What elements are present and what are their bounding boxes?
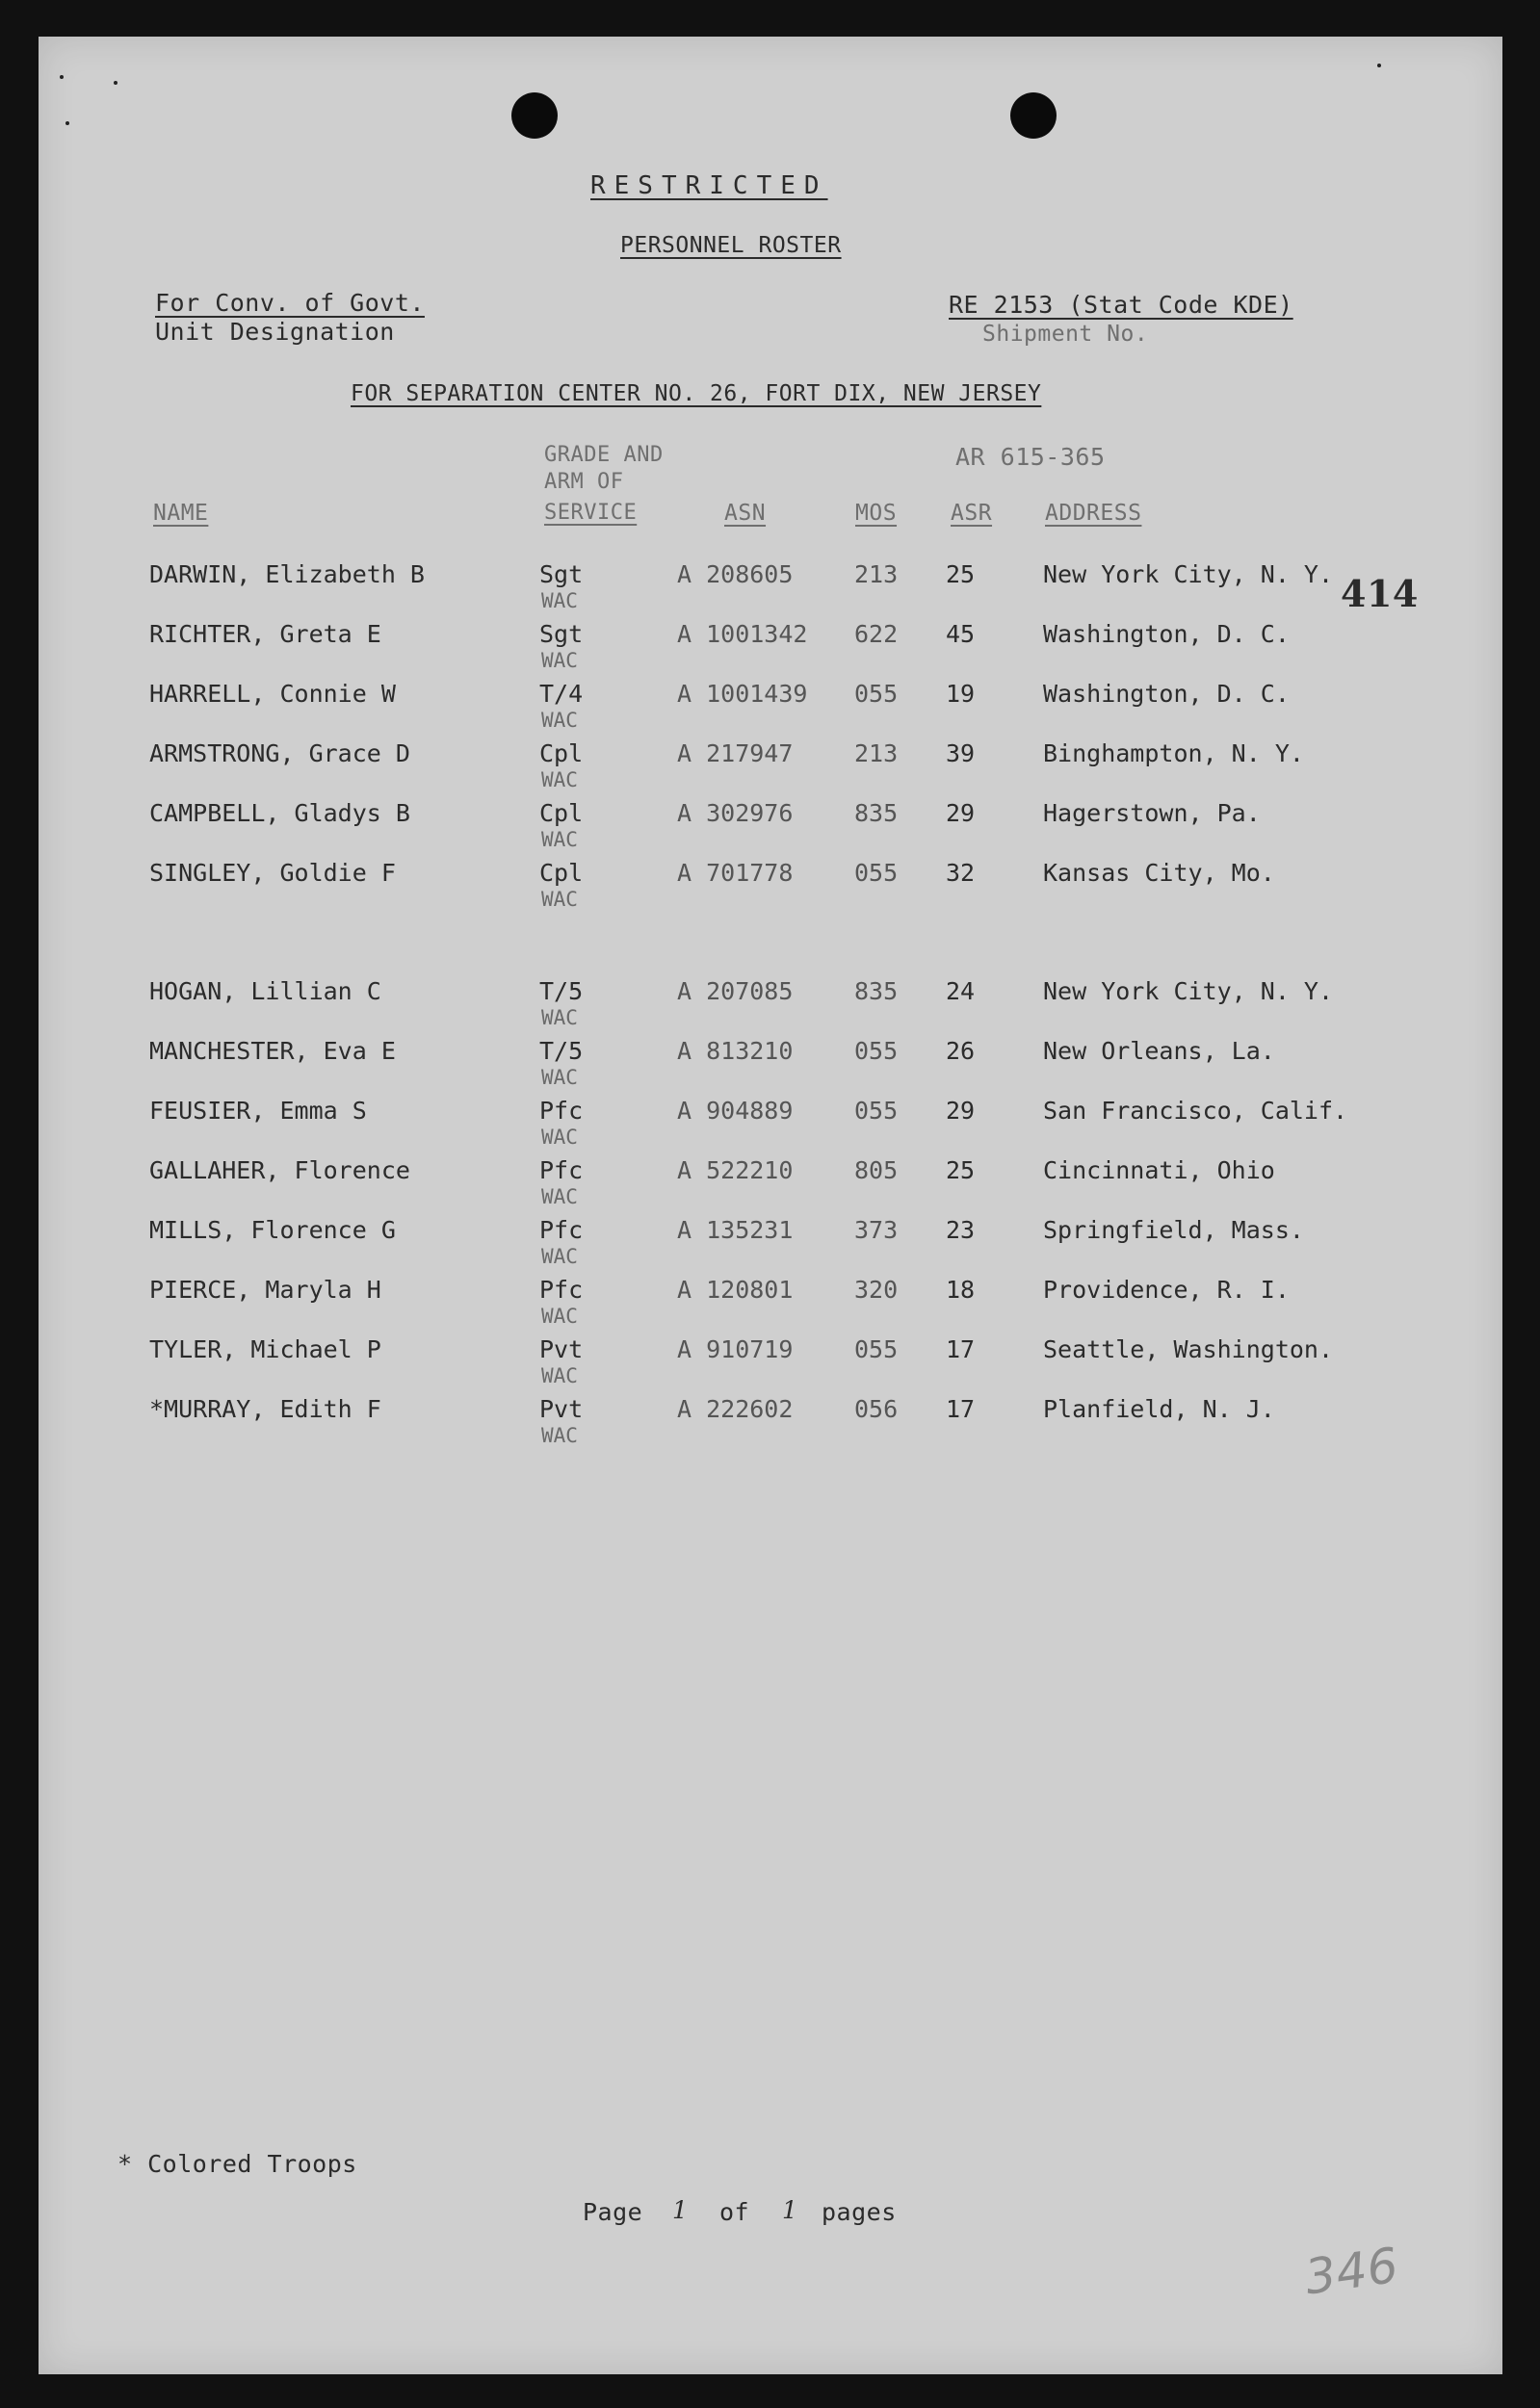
- cell-name: HARRELL, Connie W: [149, 680, 396, 708]
- cell-branch: WAC: [541, 589, 578, 612]
- table-row: [0, 1216, 1540, 1276]
- cell-branch: WAC: [541, 888, 578, 911]
- cell-asn: A 222602: [677, 1395, 794, 1423]
- cell-branch: WAC: [541, 1424, 578, 1447]
- cell-asn: A 217947: [677, 739, 794, 767]
- cell-address: Planfield, N. J.: [1043, 1395, 1275, 1423]
- cell-address: Washington, D. C.: [1043, 620, 1290, 648]
- cell-asn: A 904889: [677, 1097, 794, 1125]
- cell-address: New Orleans, La.: [1043, 1037, 1275, 1065]
- cell-mos: 056: [854, 1395, 899, 1423]
- cell-grade: Cpl: [539, 859, 584, 887]
- cell-grade: T/5: [539, 1037, 584, 1065]
- page-word: Page: [583, 2198, 643, 2226]
- cell-branch: WAC: [541, 768, 578, 791]
- cell-address: Kansas City, Mo.: [1043, 859, 1275, 887]
- cell-name: MANCHESTER, Eva E: [149, 1037, 396, 1065]
- unit-designation-label: Unit Designation: [155, 318, 395, 346]
- cell-branch: WAC: [541, 1305, 578, 1328]
- page-number: 1: [672, 2196, 689, 2224]
- cell-grade: Sgt: [539, 620, 584, 648]
- table-row: [0, 1097, 1540, 1156]
- column-header-grade-line2: ARM OF: [544, 470, 624, 494]
- table-row: [0, 1276, 1540, 1335]
- table-row: [0, 560, 1540, 620]
- cell-name: ARMSTRONG, Grace D: [149, 739, 410, 767]
- cell-grade: Pfc: [539, 1097, 584, 1125]
- speck: [65, 121, 69, 125]
- cell-mos: 373: [854, 1216, 899, 1244]
- column-header-address: ADDRESS: [1045, 501, 1142, 526]
- cell-grade: Pvt: [539, 1395, 584, 1423]
- cell-mos: 055: [854, 859, 899, 887]
- cell-address: Seattle, Washington.: [1043, 1335, 1334, 1363]
- cell-asr: 26: [946, 1037, 976, 1065]
- cell-name: TYLER, Michael P: [149, 1335, 381, 1363]
- cell-mos: 805: [854, 1156, 899, 1184]
- table-row: [0, 1395, 1540, 1455]
- handwritten-number: 414: [1341, 572, 1419, 615]
- table-row: [0, 977, 1540, 1037]
- cell-branch: WAC: [541, 1185, 578, 1208]
- cell-asn: A 813210: [677, 1037, 794, 1065]
- cell-asr: 17: [946, 1395, 976, 1423]
- table-row: [0, 859, 1540, 919]
- cell-asr: 32: [946, 859, 976, 887]
- table-row: [0, 739, 1540, 799]
- cell-mos: 055: [854, 680, 899, 708]
- cell-mos: 320: [854, 1276, 899, 1304]
- column-header-asr: ASR: [951, 501, 993, 526]
- punch-hole-left: [511, 92, 558, 139]
- cell-asn: A 1001342: [677, 620, 808, 648]
- cell-name: SINGLEY, Goldie F: [149, 859, 396, 887]
- cell-grade: Cpl: [539, 739, 584, 767]
- unit-designation-value: For Conv. of Govt.: [155, 289, 425, 317]
- cell-asn: A 701778: [677, 859, 794, 887]
- cell-address: Washington, D. C.: [1043, 680, 1290, 708]
- cell-asn: A 120801: [677, 1276, 794, 1304]
- table-row: [0, 680, 1540, 739]
- cell-address: Cincinnati, Ohio: [1043, 1156, 1275, 1184]
- table-row: [0, 799, 1540, 859]
- cell-name: HOGAN, Lillian C: [149, 977, 381, 1005]
- cell-asr: 17: [946, 1335, 976, 1363]
- shipment-number-label: Shipment No.: [982, 322, 1149, 347]
- cell-asn: A 207085: [677, 977, 794, 1005]
- cell-branch: WAC: [541, 1066, 578, 1089]
- table-row: [0, 1335, 1540, 1395]
- pages-word: pages: [822, 2198, 897, 2226]
- cell-address: Binghampton, N. Y.: [1043, 739, 1304, 767]
- cell-asr: 29: [946, 1097, 976, 1125]
- cell-asr: 45: [946, 620, 976, 648]
- cell-mos: 213: [854, 560, 899, 588]
- cell-mos: 055: [854, 1335, 899, 1363]
- footnote: * Colored Troops: [117, 2150, 357, 2178]
- cell-name: *MURRAY, Edith F: [149, 1395, 381, 1423]
- speck: [114, 81, 117, 85]
- table-row: [0, 1037, 1540, 1097]
- pencil-archive-number: 346: [1301, 2237, 1402, 2306]
- cell-name: GALLAHER, Florence: [149, 1156, 410, 1184]
- cell-asr: 39: [946, 739, 976, 767]
- column-header-mos: MOS: [855, 501, 898, 526]
- cell-mos: 835: [854, 799, 899, 827]
- cell-mos: 055: [854, 1037, 899, 1065]
- cell-grade: Pfc: [539, 1276, 584, 1304]
- cell-mos: 213: [854, 739, 899, 767]
- column-header-grade-line1: GRADE AND: [544, 443, 664, 467]
- cell-branch: WAC: [541, 709, 578, 732]
- of-word: of: [719, 2198, 750, 2226]
- speck: [60, 75, 64, 79]
- cell-asr: 19: [946, 680, 976, 708]
- cell-asn: A 135231: [677, 1216, 794, 1244]
- speck: [1377, 64, 1381, 67]
- cell-mos: 835: [854, 977, 899, 1005]
- total-pages: 1: [782, 2196, 798, 2224]
- cell-grade: Pvt: [539, 1335, 584, 1363]
- column-header-asn: ASN: [724, 501, 767, 526]
- cell-grade: T/4: [539, 680, 584, 708]
- punch-hole-right: [1010, 92, 1057, 139]
- cell-asn: A 910719: [677, 1335, 794, 1363]
- cell-name: DARWIN, Elizabeth B: [149, 560, 425, 588]
- cell-grade: Cpl: [539, 799, 584, 827]
- cell-asn: A 302976: [677, 799, 794, 827]
- document-title: PERSONNEL ROSTER: [620, 233, 842, 258]
- cell-name: FEUSIER, Emma S: [149, 1097, 367, 1125]
- cell-address: Providence, R. I.: [1043, 1276, 1290, 1304]
- cell-asn: A 522210: [677, 1156, 794, 1184]
- cell-address: Springfield, Mass.: [1043, 1216, 1304, 1244]
- cell-grade: T/5: [539, 977, 584, 1005]
- classification-heading: RESTRICTED: [590, 171, 828, 200]
- cell-address: New York City, N. Y.: [1043, 977, 1334, 1005]
- regulation-reference: AR 615-365: [955, 443, 1106, 471]
- cell-branch: WAC: [541, 828, 578, 851]
- cell-asn: A 208605: [677, 560, 794, 588]
- destination-heading: FOR SEPARATION CENTER NO. 26, FORT DIX, NEW JERSEY: [351, 381, 1042, 406]
- column-header-grade-line3: SERVICE: [544, 501, 638, 525]
- cell-name: PIERCE, Maryla H: [149, 1276, 381, 1304]
- cell-name: MILLS, Florence G: [149, 1216, 396, 1244]
- table-row: [0, 1156, 1540, 1216]
- cell-grade: Pfc: [539, 1156, 584, 1184]
- cell-grade: Sgt: [539, 560, 584, 588]
- cell-branch: WAC: [541, 1364, 578, 1387]
- cell-branch: WAC: [541, 1006, 578, 1029]
- table-row: [0, 620, 1540, 680]
- cell-asr: 24: [946, 977, 976, 1005]
- cell-grade: Pfc: [539, 1216, 584, 1244]
- cell-asr: 25: [946, 1156, 976, 1184]
- cell-address: San Francisco, Calif.: [1043, 1097, 1348, 1125]
- cell-name: CAMPBELL, Gladys B: [149, 799, 410, 827]
- cell-mos: 622: [854, 620, 899, 648]
- cell-asr: 25: [946, 560, 976, 588]
- shipment-number-value: RE 2153 (Stat Code KDE): [949, 291, 1293, 319]
- column-header-name: NAME: [153, 501, 209, 526]
- cell-asr: 29: [946, 799, 976, 827]
- cell-asr: 18: [946, 1276, 976, 1304]
- cell-branch: WAC: [541, 649, 578, 672]
- cell-asr: 23: [946, 1216, 976, 1244]
- cell-asn: A 1001439: [677, 680, 808, 708]
- cell-name: RICHTER, Greta E: [149, 620, 381, 648]
- cell-branch: WAC: [541, 1126, 578, 1149]
- cell-address: New York City, N. Y.: [1043, 560, 1334, 588]
- cell-branch: WAC: [541, 1245, 578, 1268]
- cell-mos: 055: [854, 1097, 899, 1125]
- cell-address: Hagerstown, Pa.: [1043, 799, 1261, 827]
